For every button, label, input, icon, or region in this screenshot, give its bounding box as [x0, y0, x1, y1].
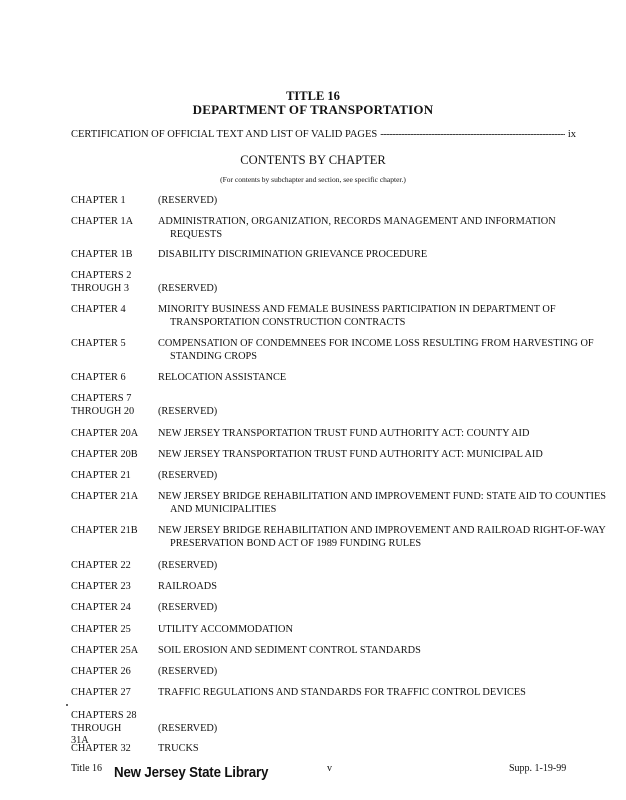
chapter-description: (RESERVED)	[158, 283, 218, 294]
chapter-description: (RESERVED)	[158, 666, 218, 677]
chapter-label: CHAPTER 6	[71, 372, 126, 383]
chapter-description: RAILROADS	[158, 581, 217, 592]
chapter-label: CHAPTER 20A	[71, 428, 139, 439]
chapter-label: CHAPTERS 7 THROUGH 20	[71, 393, 135, 417]
chapter-description: COMPENSATION OF CONDEMNEES FOR INCOME LOSS RESULTING FROM HARVESTING OF STANDING CROPS	[158, 338, 594, 362]
chapter-label: CHAPTER 1A	[71, 216, 134, 227]
chapter-description: (RESERVED)	[158, 470, 218, 481]
chapter-description: RELOCATION ASSISTANCE	[158, 372, 287, 383]
chapter-description: NEW JERSEY TRANSPORTATION TRUST FUND AUTHORITY ACT: MUNICIPAL AID	[158, 449, 543, 460]
chapter-description: (RESERVED)	[158, 723, 218, 734]
page-number: v	[327, 763, 332, 774]
certification-text: CERTIFICATION OF OFFICIAL TEXT AND LIST OF VALID PAGES	[71, 129, 378, 140]
title-number: TITLE 16	[286, 89, 340, 103]
contents-note: (For contents by subchapter and section, see specific chapter.)	[220, 175, 406, 184]
chapter-label: CHAPTER 20B	[71, 449, 138, 460]
chapter-label: CHAPTER 32	[71, 743, 131, 754]
chapter-description: (RESERVED)	[158, 560, 218, 571]
chapter-label: CHAPTER 21B	[71, 525, 138, 536]
contents-heading: CONTENTS BY CHAPTER	[240, 153, 386, 167]
chapter-description: TRUCKS	[158, 743, 199, 754]
chapter-description: (RESERVED)	[158, 406, 218, 417]
chapter-label: CHAPTER 21A	[71, 491, 139, 502]
leader-dots	[380, 129, 565, 140]
chapter-description: ADMINISTRATION, ORGANIZATION, RECORDS MANAGEMENT AND INFORMATION REQUESTS	[158, 216, 556, 240]
chapter-label: CHAPTERS 2 THROUGH 3	[71, 270, 132, 294]
chapter-label: CHAPTER 22	[71, 560, 131, 571]
department-title: DEPARTMENT OF TRANSPORTATION	[192, 102, 434, 117]
chapter-label: CHAPTER 25A	[71, 645, 139, 656]
chapter-description: NEW JERSEY TRANSPORTATION TRUST FUND AUTHORITY ACT: COUNTY AID	[158, 428, 530, 439]
chapter-description: (RESERVED)	[158, 195, 218, 206]
chapter-label: CHAPTER 1	[71, 195, 126, 206]
chapter-description: NEW JERSEY BRIDGE REHABILITATION AND IMPROVEMENT AND RAILROAD RIGHT-OF-WAY PRESERVATION BOND ACT OF 1989 FUNDING RULES	[158, 525, 606, 549]
chapter-description: TRAFFIC REGULATIONS AND STANDARDS FOR TRAFFIC CONTROL DEVICES	[158, 687, 526, 698]
chapter-description: (RESERVED)	[158, 602, 218, 613]
chapter-label: CHAPTER 21	[71, 470, 131, 481]
chapter-description: NEW JERSEY BRIDGE REHABILITATION AND IMPROVEMENT FUND: STATE AID TO COUNTIES AND MUNICIPALITIES	[158, 491, 606, 515]
chapter-description: UTILITY ACCOMMODATION	[158, 624, 293, 635]
chapter-description: DISABILITY DISCRIMINATION GRIEVANCE PROCEDURE	[158, 249, 428, 260]
footer-title: Title 16	[71, 763, 103, 774]
chapter-label: CHAPTER 26	[71, 666, 131, 677]
chapter-label: CHAPTER 23	[71, 581, 131, 592]
chapter-description: MINORITY BUSINESS AND FEMALE BUSINESS PARTICIPATION IN DEPARTMENT OF TRANSPORTATION CONSTRUCTION CONTRACTS	[158, 304, 556, 328]
certification-page-ref: ix	[567, 129, 576, 140]
chapter-label: CHAPTER 24	[71, 602, 131, 613]
chapter-label: CHAPTER 1B	[71, 249, 133, 260]
chapter-label: CHAPTER 27	[71, 687, 131, 698]
chapter-description: SOIL EROSION AND SEDIMENT CONTROL STANDARDS	[158, 645, 421, 656]
supplement-date: Supp. 1-19-99	[509, 763, 567, 774]
chapter-label: CHAPTER 5	[71, 338, 126, 349]
chapter-label: CHAPTER 4	[71, 304, 126, 315]
certification-line	[71, 129, 576, 140]
chapter-label: CHAPTER 25	[71, 624, 131, 635]
chapter-label: CHAPTERS 28 THROUGH 31A	[71, 710, 137, 746]
scan-speck	[66, 704, 68, 706]
library-stamp: New Jersey State Library	[114, 765, 269, 781]
